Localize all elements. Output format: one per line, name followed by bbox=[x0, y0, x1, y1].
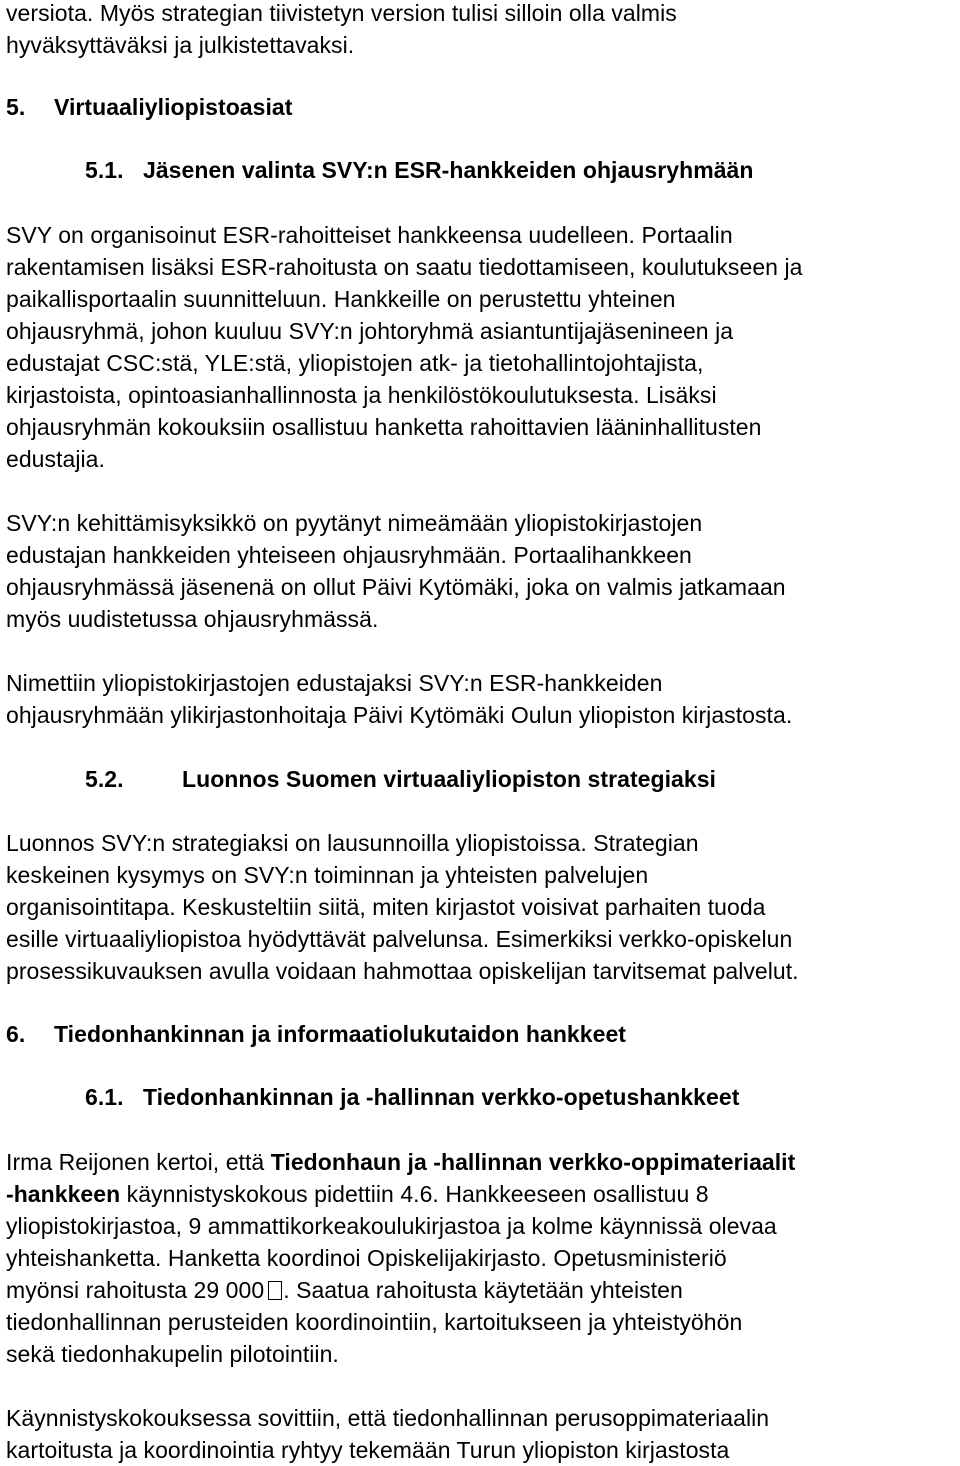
subsection-number: 5.1. bbox=[85, 157, 124, 183]
text-line: yhteishanketta. Hanketta koordinoi Opiskelijakirjasto. Opetusministeriö bbox=[6, 1245, 727, 1271]
text-line: prosessikuvauksen avulla voidaan hahmottaa opiskelijan tarvitsemat palvelut. bbox=[6, 958, 799, 984]
text-line: keskeinen kysymys on SVY:n toiminnan ja yhteisten palvelujen bbox=[6, 862, 649, 888]
text-line: SVY:n kehittämisyksikkö on pyytänyt nimeämään yliopistokirjastojen bbox=[6, 510, 703, 536]
subsection-heading bbox=[85, 1081, 739, 1113]
subsection-title: Jäsenen valinta SVY:n ESR-hankkeiden ohjausryhmään bbox=[143, 157, 754, 183]
text-line: tiedonhallinnan perusteiden koordinointiin, kartoitukseen ja yhteistyöhön bbox=[6, 1309, 743, 1335]
section-heading bbox=[6, 91, 292, 123]
section-number: 5. bbox=[6, 94, 26, 120]
text-line: rakentamisen lisäksi ESR-rahoitusta on saatu tiedottamiseen, koulutukseen ja bbox=[6, 254, 803, 280]
text-line: yliopistokirjastoa, 9 ammattikorkeakoulukirjastoa ja kolme käynnissä olevaa bbox=[6, 1213, 777, 1239]
text-line: Luonnos SVY:n strategiaksi on lausunnoilla yliopistoissa. Strategian bbox=[6, 830, 699, 856]
subsection-number: 5.2. bbox=[85, 766, 124, 792]
section-title: Virtuaaliyliopistoasiat bbox=[54, 94, 293, 120]
text-line bbox=[6, 1274, 683, 1306]
text-line: kartoitusta ja koordinointia ryhtyy tekemään Turun yliopiston kirjastosta bbox=[6, 1437, 730, 1463]
subsection-title: Luonnos Suomen virtuaaliyliopiston strategiaksi bbox=[182, 766, 716, 792]
text-line: myös uudistetussa ohjausryhmässä. bbox=[6, 606, 379, 632]
text-run: . Saatua rahoitusta käytetään yhteisten bbox=[283, 1277, 683, 1303]
text-line: Nimettiin yliopistokirjastojen edustajaksi SVY:n ESR-hankkeiden bbox=[6, 670, 663, 696]
missing-glyph-box bbox=[268, 1281, 282, 1300]
intro-line: hyväksyttäväksi ja julkistettavaksi. bbox=[6, 32, 355, 58]
text-line: ohjausryhmän kokouksiin osallistuu hanketta rahoittavien lääninhallitusten bbox=[6, 414, 762, 440]
text-line: ohjausryhmä, johon kuuluu SVY:n johtoryhmä asiantuntijajäsenineen ja bbox=[6, 318, 734, 344]
text-line: edustajia. bbox=[6, 446, 105, 472]
subsection-heading bbox=[85, 154, 754, 186]
text-line: edustajat CSC:stä, YLE:stä, yliopistojen atk- ja tietohallintojohtajista, bbox=[6, 350, 704, 376]
text-run: Irma Reijonen kertoi, että bbox=[6, 1149, 271, 1175]
subsection-title: Tiedonhankinnan ja -hallinnan verkko-opetushankkeet bbox=[143, 1084, 740, 1110]
text-line: Käynnistyskokouksessa sovittiin, että tiedonhallinnan perusoppimateriaalin bbox=[6, 1405, 770, 1431]
text-line: sekä tiedonhakupelin pilotointiin. bbox=[6, 1341, 339, 1367]
text-line: organisointitapa. Keskusteltiin siitä, miten kirjastot voisivat parhaiten tuoda bbox=[6, 894, 766, 920]
section-number: 6. bbox=[6, 1021, 26, 1047]
text-line: SVY on organisoinut ESR-rahoitteiset hankkeensa uudelleen. Portaalin bbox=[6, 222, 733, 248]
text-line: esille virtuaaliyliopistoa hyödyttävät palvelunsa. Esimerkiksi verkko-opiskelun bbox=[6, 926, 793, 952]
intro-line: versiota. Myös strategian tiivistetyn version tulisi silloin olla valmis bbox=[6, 0, 677, 26]
text-line bbox=[6, 1178, 709, 1210]
text-line: ohjausryhmässä jäsenenä on ollut Päivi Kytömäki, joka on valmis jatkamaan bbox=[6, 574, 786, 600]
project-name: Tiedonhaun ja -hallinnan verkko-oppimateriaalit bbox=[270, 1149, 796, 1175]
section-title: Tiedonhankinnan ja informaatiolukutaidon hankkeet bbox=[54, 1021, 626, 1047]
project-name: -hankkeen bbox=[6, 1181, 121, 1207]
text-line: ohjausryhmään ylikirjastonhoitaja Päivi Kytömäki Oulun yliopiston kirjastosta. bbox=[6, 702, 793, 728]
subsection-number: 6.1. bbox=[85, 1084, 124, 1110]
text-line: kirjastoista, opintoasianhallinnosta ja henkilöstökoulutuksesta. Lisäksi bbox=[6, 382, 717, 408]
section-heading bbox=[6, 1018, 626, 1050]
text-line bbox=[6, 1146, 795, 1178]
text-line: paikallisportaalin suunnitteluun. Hankkeille on perustettu yhteinen bbox=[6, 286, 676, 312]
text-line: edustajan hankkeiden yhteiseen ohjausryhmään. Portaalihankkeen bbox=[6, 542, 692, 568]
text-run: myönsi rahoitusta 29 000 bbox=[6, 1277, 265, 1303]
text-run: käynnistyskokous pidettiin 4.6. Hankkeeseen osallistuu 8 bbox=[120, 1181, 709, 1207]
subsection-heading bbox=[85, 763, 716, 795]
